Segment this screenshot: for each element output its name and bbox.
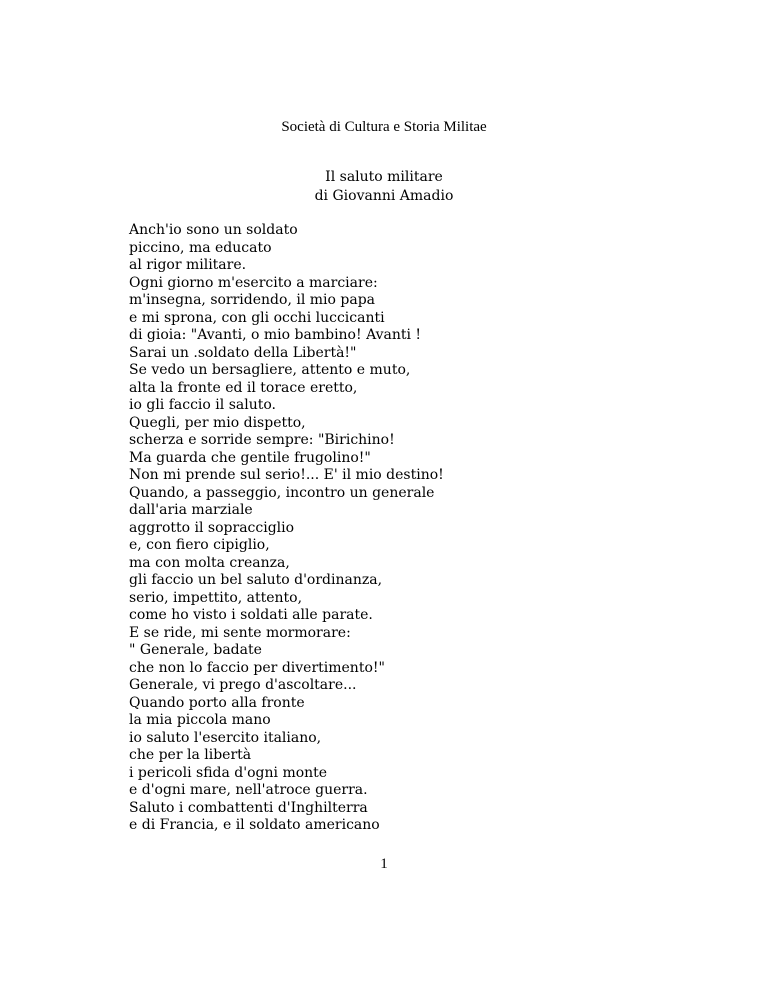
poem-body [129,222,689,835]
poem-line: Quando porto alla fronte [129,694,305,711]
poem-line: gli faccio un bel saluto d'ordinanza, [129,572,383,588]
poem-title: Il saluto militare [325,169,443,185]
poem-line: m'insegna, sorridendo, il mio papa [129,292,375,308]
poem-line: io gli faccio il saluto. [129,397,276,413]
poem-line: al rigor militare. [129,257,247,273]
poem-author: di Giovanni Amadio [314,188,454,204]
society-header: Società di Cultura e Storia Militae [281,119,487,135]
poem-line: Ogni giorno m'esercito a marciare: [129,274,378,291]
poem-line: Non mi prende sul serio!... E' il mio destino! [129,467,444,483]
poem-line: Generale, vi prego d'ascoltare... [129,677,357,693]
page-number: 1 [380,856,388,872]
poem-line: io saluto l'esercito italiano, [129,729,322,746]
poem-line: come ho visto i soldati alle parate. [129,607,373,623]
poem-line: dall'aria marziale [129,502,253,518]
poem-line: Ma guarda che gentile frugolino!" [129,449,371,466]
title-block [0,168,768,206]
poem-line: e, con fiero cipiglio, [129,537,270,553]
poem-line: " Generale, badate [129,642,262,658]
poem-line: scherza e sorride sempre: "Birichino! [129,432,395,448]
poem-line: Sarai un .soldato della Libertà!" [129,344,357,361]
poem-line: aggrotto il sopracciglio [129,519,295,536]
poem-line: e d'ogni mare, nell'atroce guerra. [129,782,368,798]
poem-line: E se ride, mi sente mormorare: [129,624,351,641]
poem-line: alta la fronte ed il torace eretto, [129,379,358,396]
poem-line: e mi sprona, con gli occhi luccicanti [129,309,385,326]
poem-line: Anch'io sono un soldato [129,222,298,238]
poem-line: e di Francia, e il soldato americano [129,817,380,833]
poem-line: Saluto i combattenti d'Inghilterra [129,799,368,816]
poem-line: Se vedo un bersagliere, attento e muto, [129,362,411,378]
poem-line: serio, impettito, attento, [129,589,303,606]
poem-line: la mia piccola mano [129,712,271,728]
poem-line: i pericoli sfida d'ogni monte [129,764,328,781]
poem-line: che non lo faccio per divertimento!" [129,659,385,676]
poem-line: piccino, ma educato [129,239,272,256]
poem-line: di gioia: "Avanti, o mio bambino! Avanti ! [129,327,422,343]
poem-line: Quando, a passeggio, incontro un generale [129,484,435,501]
poem-line: ma con molta creanza, [129,554,290,571]
poem-line: Quegli, per mio dispetto, [129,414,306,431]
poem-line: che per la libertà [129,747,252,763]
